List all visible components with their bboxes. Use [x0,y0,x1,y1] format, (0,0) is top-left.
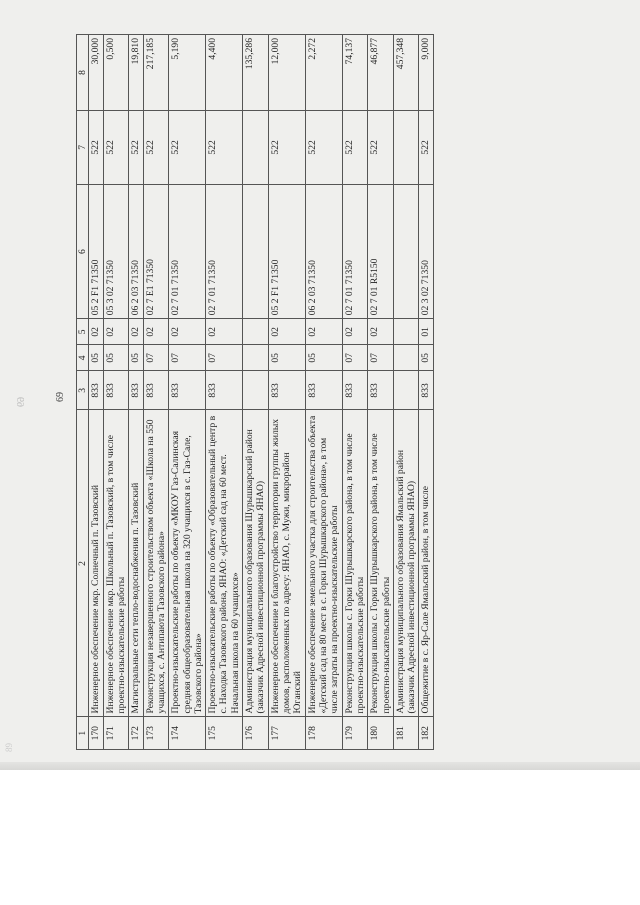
amount-cell: 457,348 [393,35,419,111]
header-cell: 5 [77,319,89,345]
subsection-code-cell: 01 [419,319,433,345]
table-row [368,35,394,750]
expense-type-cell [393,111,419,185]
header-cell: 4 [77,345,89,371]
object-name-cell: Общежитие в с. Яр-Сале Ямальский район, в том числе [419,410,433,717]
ministry-code-cell: 833 [206,371,243,410]
subsection-code-cell [393,319,419,345]
subsection-code-cell: 02 [206,319,243,345]
ministry-code-cell: 833 [342,371,368,410]
header-cell: 3 [77,371,89,410]
amount-cell: 135,286 [243,35,269,111]
subsection-code-cell: 02 [368,319,394,345]
table-row [89,35,103,750]
ministry-code-cell: 833 [89,371,103,410]
target-article-cell: 06 2 03 71350 [129,184,143,319]
table-row [305,35,342,750]
target-article-cell: 02 3 02 71350 [419,184,433,319]
object-name-cell: Инженерное обеспечение мкр. Солнечный п. Тазовский [89,410,103,717]
subsection-code-cell: 02 [129,319,143,345]
target-article-cell: 02 7 01 71350 [169,184,206,319]
object-name-cell: Реконструкция школы с. Горки Шурышкарского района, в том числе проектно-изыскательские работы [368,410,394,717]
amount-cell: 2,272 [305,35,342,111]
row-number-cell: 182 [419,717,433,750]
amount-cell: 4,400 [206,35,243,111]
target-article-cell: 05 2 F1 71350 [89,184,103,319]
table-row [342,35,368,750]
section-code-cell [393,345,419,371]
subsection-code-cell: 02 [143,319,169,345]
expense-type-cell: 522 [206,111,243,185]
object-name-cell: Магистральные сети тепло-водоснабжения п. Тазовский [129,410,143,717]
subsection-code-cell: 02 [103,319,129,345]
expense-type-cell [243,111,269,185]
section-code-cell: 05 [305,345,342,371]
target-article-cell: 05 2 F1 71350 [268,184,305,319]
expense-type-cell: 522 [268,111,305,185]
object-name-cell: Администрация муниципального образования Ямальский район (заказчик Адресной инвестиционной программы ЯНАО) [393,410,419,717]
table-row [268,35,305,750]
subsection-code-cell: 02 [342,319,368,345]
header-cell: 7 [77,111,89,185]
ministry-code-cell: 833 [368,371,394,410]
ministry-code-cell: 833 [268,371,305,410]
row-number-cell: 181 [393,717,419,750]
target-article-cell: 02 7 E1 71350 [143,184,169,319]
row-number-cell: 171 [103,717,129,750]
bleed-through-mark: 89 [4,743,14,752]
amount-cell: 46,877 [368,35,394,111]
target-article-cell: 06 2 03 71350 [305,184,342,319]
expense-type-cell: 522 [129,111,143,185]
table-row [206,35,243,750]
expense-type-cell: 522 [419,111,433,185]
ministry-code-cell: 833 [169,371,206,410]
amount-cell: 0,500 [103,35,129,111]
row-number-cell: 175 [206,717,243,750]
object-name-cell: Администрация муниципального образования Шурышкарский район (заказчик Адресной инвестиционной программы ЯНАО) [243,410,269,717]
section-code-cell: 05 [103,345,129,371]
table-row [243,35,269,750]
amount-cell: 5,190 [169,35,206,111]
target-article-cell: 02 7 01 71350 [342,184,368,319]
table-row [419,35,433,750]
ministry-code-cell: 833 [103,371,129,410]
object-name-cell: Реконструкция незавершенного строительством объекта «Школа на 550 учащихся, с. Антипаюта Тазовского района» [143,410,169,717]
section-code-cell: 05 [89,345,103,371]
row-number-cell: 179 [342,717,368,750]
section-code-cell: 07 [368,345,394,371]
header-cell: 2 [77,410,89,717]
amount-cell: 19,810 [129,35,143,111]
object-name-cell: Инженерное обеспечение и благоустройство территории группы жилых домов, расположенных по адресу: ЯНАО, с. Мужи, микрорайон Юганский [268,410,305,717]
row-number-cell: 174 [169,717,206,750]
section-code-cell: 05 [419,345,433,371]
expense-type-cell: 522 [368,111,394,185]
expense-type-cell: 522 [89,111,103,185]
object-name-cell: Инженерное обеспечение мкр. Школьный п. Тазовский, в том числе проектно-изыскательские работы [103,410,129,717]
ministry-code-cell [393,371,419,410]
table-row [103,35,129,750]
row-number-cell: 172 [129,717,143,750]
target-article-cell [393,184,419,319]
expense-type-cell: 522 [103,111,129,185]
row-number-cell: 176 [243,717,269,750]
table-row [143,35,169,750]
rotated-page [4,20,597,762]
target-article-cell [243,184,269,319]
subsection-code-cell [243,319,269,345]
table-row [393,35,419,750]
expense-type-cell: 522 [169,111,206,185]
section-code-cell: 07 [143,345,169,371]
amount-cell: 217,185 [143,35,169,111]
row-number-cell: 170 [89,717,103,750]
object-name-cell: Инженерное обеспечение земельного участка для строительства объекта «Детский сад на 80 мест в с. Горки Шурышкарского района», в том числе затраты на проектно-изыскательские работы [305,410,342,717]
expense-type-cell: 522 [305,111,342,185]
amount-cell: 30,000 [89,35,103,111]
table-row [129,35,143,750]
row-number-cell: 180 [368,717,394,750]
investment-program-table [76,34,434,750]
row-number-cell: 177 [268,717,305,750]
subsection-code-cell: 02 [305,319,342,345]
row-number-cell: 178 [305,717,342,750]
target-article-cell: 02 7 01 R5150 [368,184,394,319]
page-number: 69 [55,392,66,402]
header-cell: 8 [77,35,89,111]
subsection-code-cell: 02 [268,319,305,345]
amount-cell: 9,000 [419,35,433,111]
section-code-cell: 07 [206,345,243,371]
section-code-cell: 05 [268,345,305,371]
ministry-code-cell [243,371,269,410]
object-name-cell: Проектно-изыскательские работы по объекту «МКОУ Газ-Салинская средняя общеобразовательная школа на 320 учащихся в с. Газ-Сале, Тазовского района» [169,410,206,717]
section-code-cell: 05 [129,345,143,371]
target-article-cell: 02 7 01 71350 [206,184,243,319]
bleed-through-page-number: 69 [14,397,25,407]
amount-cell: 12,000 [268,35,305,111]
subsection-code-cell: 02 [89,319,103,345]
ministry-code-cell: 833 [129,371,143,410]
subsection-code-cell: 02 [169,319,206,345]
table-row [169,35,206,750]
ministry-code-cell: 833 [143,371,169,410]
expense-type-cell: 522 [342,111,368,185]
section-code-cell: 07 [169,345,206,371]
expense-type-cell: 522 [143,111,169,185]
object-name-cell: Реконструкция школы с. Горки Шурышкарского района, в том числе проектно-изыскательские работы [342,410,368,717]
row-number-cell: 173 [143,717,169,750]
ministry-code-cell: 833 [419,371,433,410]
amount-cell: 74,137 [342,35,368,111]
object-name-cell: Проектно-изыскательские работы по объекту «Образовательный центр в с. Находка Тазовского района, ЯНАО: «Детский сад на 60 мест. Начальная школа на 60 учащихся» [206,410,243,717]
section-code-cell: 07 [342,345,368,371]
header-cell: 1 [77,717,89,750]
target-article-cell: 05 3 02 71350 [103,184,129,319]
column-number-row [77,35,89,750]
section-code-cell [243,345,269,371]
header-cell: 6 [77,184,89,319]
ministry-code-cell: 833 [305,371,342,410]
